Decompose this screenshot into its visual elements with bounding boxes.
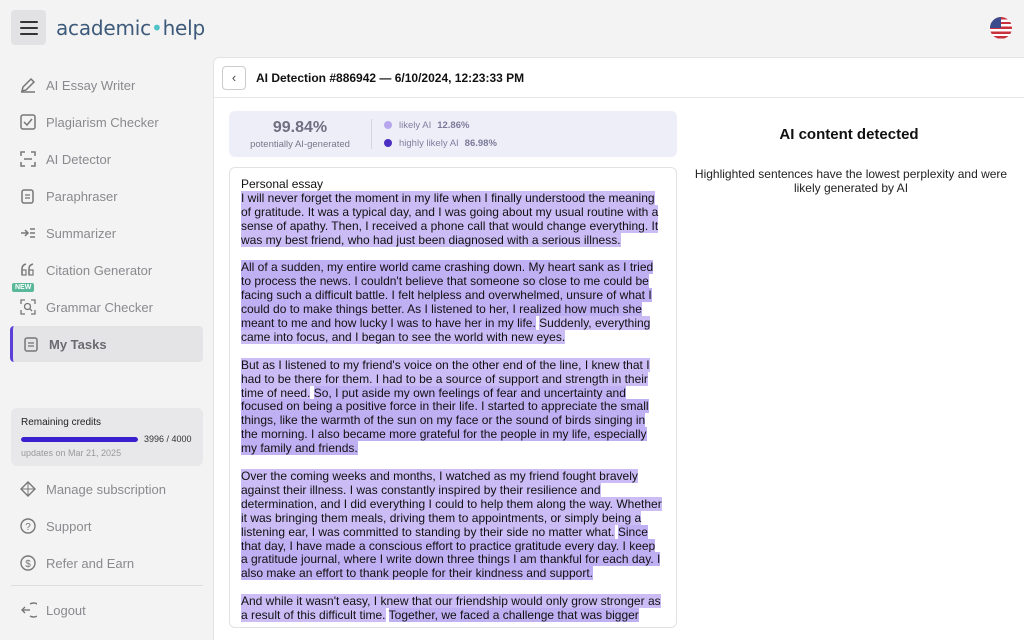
svg-text:?: ? xyxy=(25,522,31,533)
legend-label: likely AI xyxy=(399,119,432,131)
highlighted-sentence: Suddenly, everything came into focus, and I began to see the world with new eyes. xyxy=(241,316,651,344)
diamond-icon xyxy=(18,479,38,499)
hamburger-menu-button[interactable] xyxy=(11,10,46,45)
result-title: AI content detected xyxy=(779,126,919,143)
sidebar-item-paraphraser[interactable] xyxy=(10,178,203,214)
sidebar-item-label: Citation Generator xyxy=(46,262,153,278)
sidebar-item-citation-generator[interactable] xyxy=(10,252,203,288)
quote-icon xyxy=(18,260,38,280)
highlighted-sentence: So, I put aside my own feelings of fear and uncertainty and focused on being a positive force in their life. I started to appreciate the small things, like the warmth of the sun on my face or the sound of birds singing in the morning. I also became more grateful for the people in my life, especially my family and friends. xyxy=(241,385,649,456)
new-badge: NEW xyxy=(12,283,34,292)
stats-legend xyxy=(384,117,497,151)
legend-value: 12.86% xyxy=(437,119,470,131)
brand-logo-right: help xyxy=(162,16,205,40)
sidebar-item-ai-detector[interactable] xyxy=(10,141,203,177)
sidebar-item-plagiarism-checker[interactable] xyxy=(10,104,203,140)
highlighted-sentence: Since that day, I have made a conscious effort to practice gratitude every day. I keep a gratitude journal, where I write down three things I am thankful for each day. I also make an effort to thank people for their kindness and support. xyxy=(241,524,661,581)
highlighted-sentence: Together, we faced a challenge that was bigger xyxy=(388,608,639,623)
page-header xyxy=(214,58,1024,98)
credits-progress-bar xyxy=(21,437,138,442)
sidebar-item-label: Grammar Checker xyxy=(46,299,153,315)
scan-icon xyxy=(18,149,38,169)
ai-score xyxy=(229,119,371,150)
legend-value: 86.98% xyxy=(464,137,497,149)
credits-progress-fill xyxy=(21,437,138,442)
sidebar-item-manage-subscription[interactable] xyxy=(10,471,203,507)
logout-icon xyxy=(18,600,38,620)
essay-title-line: Personal essay xyxy=(241,177,324,191)
sidebar-item-label: Plagiarism Checker xyxy=(46,114,159,130)
essay-paragraph xyxy=(241,178,665,248)
menu-icon-line xyxy=(20,33,38,35)
essay-paragraph xyxy=(241,595,665,623)
credits-count: 3996 / 4000 xyxy=(144,434,192,444)
highlighted-sentence: And while it wasn't easy, I knew that our friendship would only grow stronger as a result of this difficult time. xyxy=(241,594,661,623)
brand-logo-left: academic xyxy=(56,16,151,40)
menu-icon-line xyxy=(20,21,38,23)
sidebar-item-label: Support xyxy=(46,518,92,534)
back-button[interactable] xyxy=(222,66,246,90)
sidebar-item-my-tasks[interactable] xyxy=(10,326,203,362)
grammar-search-icon xyxy=(18,297,38,317)
credits-card xyxy=(11,408,203,466)
sidebar-item-refer-and-earn[interactable] xyxy=(10,545,203,581)
ai-score-label: potentially AI-generated xyxy=(250,138,350,150)
stats-separator xyxy=(371,119,372,149)
sidebar-item-support[interactable] xyxy=(10,508,203,544)
sidebar-item-label: Manage subscription xyxy=(46,481,166,497)
highlighted-sentence: Over the coming weeks and months, I watched as my friend fought bravely against their illness. I was constantly inspired by their resilience and determination, and I did everything I could to help them along the way. Whether it was bringing them meals, driving them to appointments, or simply being a listening ear, I was committed to standing by their side no matter what. xyxy=(241,468,662,539)
ai-score-value: 99.84% xyxy=(272,118,328,136)
detection-stats xyxy=(229,111,677,157)
tasks-icon xyxy=(21,334,41,354)
credits-updates: updates on Mar 21, 2025 xyxy=(21,448,122,458)
paraphrase-icon xyxy=(18,186,38,206)
result-description: Highlighted sentences have the lowest perplexity and were likely generated by AI xyxy=(694,167,1008,195)
sidebar-item-logout[interactable] xyxy=(10,592,203,628)
legend-dot-icon xyxy=(384,139,392,147)
legend-dot-icon xyxy=(384,121,392,129)
question-icon xyxy=(18,516,38,536)
sidebar-item-label: My Tasks xyxy=(49,336,107,352)
sidebar xyxy=(0,56,212,640)
brand-logo[interactable] xyxy=(56,16,205,40)
brand-logo-dot: • xyxy=(150,16,163,40)
top-bar xyxy=(0,0,1024,56)
sidebar-item-label: Summarizer xyxy=(46,225,117,241)
legend-likely-ai xyxy=(384,117,497,133)
essay-text-panel[interactable] xyxy=(229,167,677,628)
sidebar-item-label: AI Detector xyxy=(46,151,112,167)
credits-title: Remaining credits xyxy=(21,417,102,428)
essay-paragraph xyxy=(241,470,665,581)
sidebar-item-label: Paraphraser xyxy=(46,188,118,204)
sidebar-item-label: Logout xyxy=(46,602,86,618)
dollar-icon xyxy=(18,553,38,573)
legend-highly-likely-ai xyxy=(384,135,497,151)
summarize-icon xyxy=(18,223,38,243)
main-panel xyxy=(213,57,1024,640)
pen-icon xyxy=(18,75,38,95)
essay-paragraph xyxy=(241,359,665,456)
legend-label: highly likely AI xyxy=(399,137,459,149)
sidebar-item-label: Refer and Earn xyxy=(46,555,135,571)
highlighted-sentence: I will never forget the moment in my life when I finally understood the meaning of gratitude. It was a typical day, and I was going about my usual routine with a sense of apathy. Then, I received a phone call that would change everything. It was my best friend, who had just been diagnosed with a serious illness. xyxy=(241,190,659,247)
us-flag-icon[interactable] xyxy=(990,17,1012,39)
highlighted-sentence: All of a sudden, my entire world came crashing down. My heart sank as I tried to process the news. I couldn't believe that someone so close to me could be facing such a difficult battle. I felt helpless and overwhelmed, unsure of what I could do to make things better. As I listened to her, I realized how much she meant to me and how lucky I was to have her in my life. xyxy=(241,260,654,331)
highlighted-sentence: But as I listened to my friend's voice on the other end of the line, I knew that I had to be there for them. I had to be a source of support and strength in their time of need. xyxy=(241,357,650,400)
page-title: AI Detection #886942 — 6/10/2024, 12:23:33 PM xyxy=(256,70,525,85)
sidebar-divider xyxy=(11,585,203,586)
svg-text:$: $ xyxy=(25,559,31,570)
sidebar-item-label: AI Essay Writer xyxy=(46,77,136,93)
chevron-left-icon: ‹ xyxy=(231,70,237,85)
menu-icon-line xyxy=(20,27,38,29)
sidebar-item-grammar-checker[interactable] xyxy=(10,284,203,325)
document-check-icon xyxy=(18,112,38,132)
sidebar-item-summarizer[interactable] xyxy=(10,215,203,251)
sidebar-item-ai-essay-writer[interactable] xyxy=(10,67,203,103)
essay-paragraph xyxy=(241,261,665,344)
